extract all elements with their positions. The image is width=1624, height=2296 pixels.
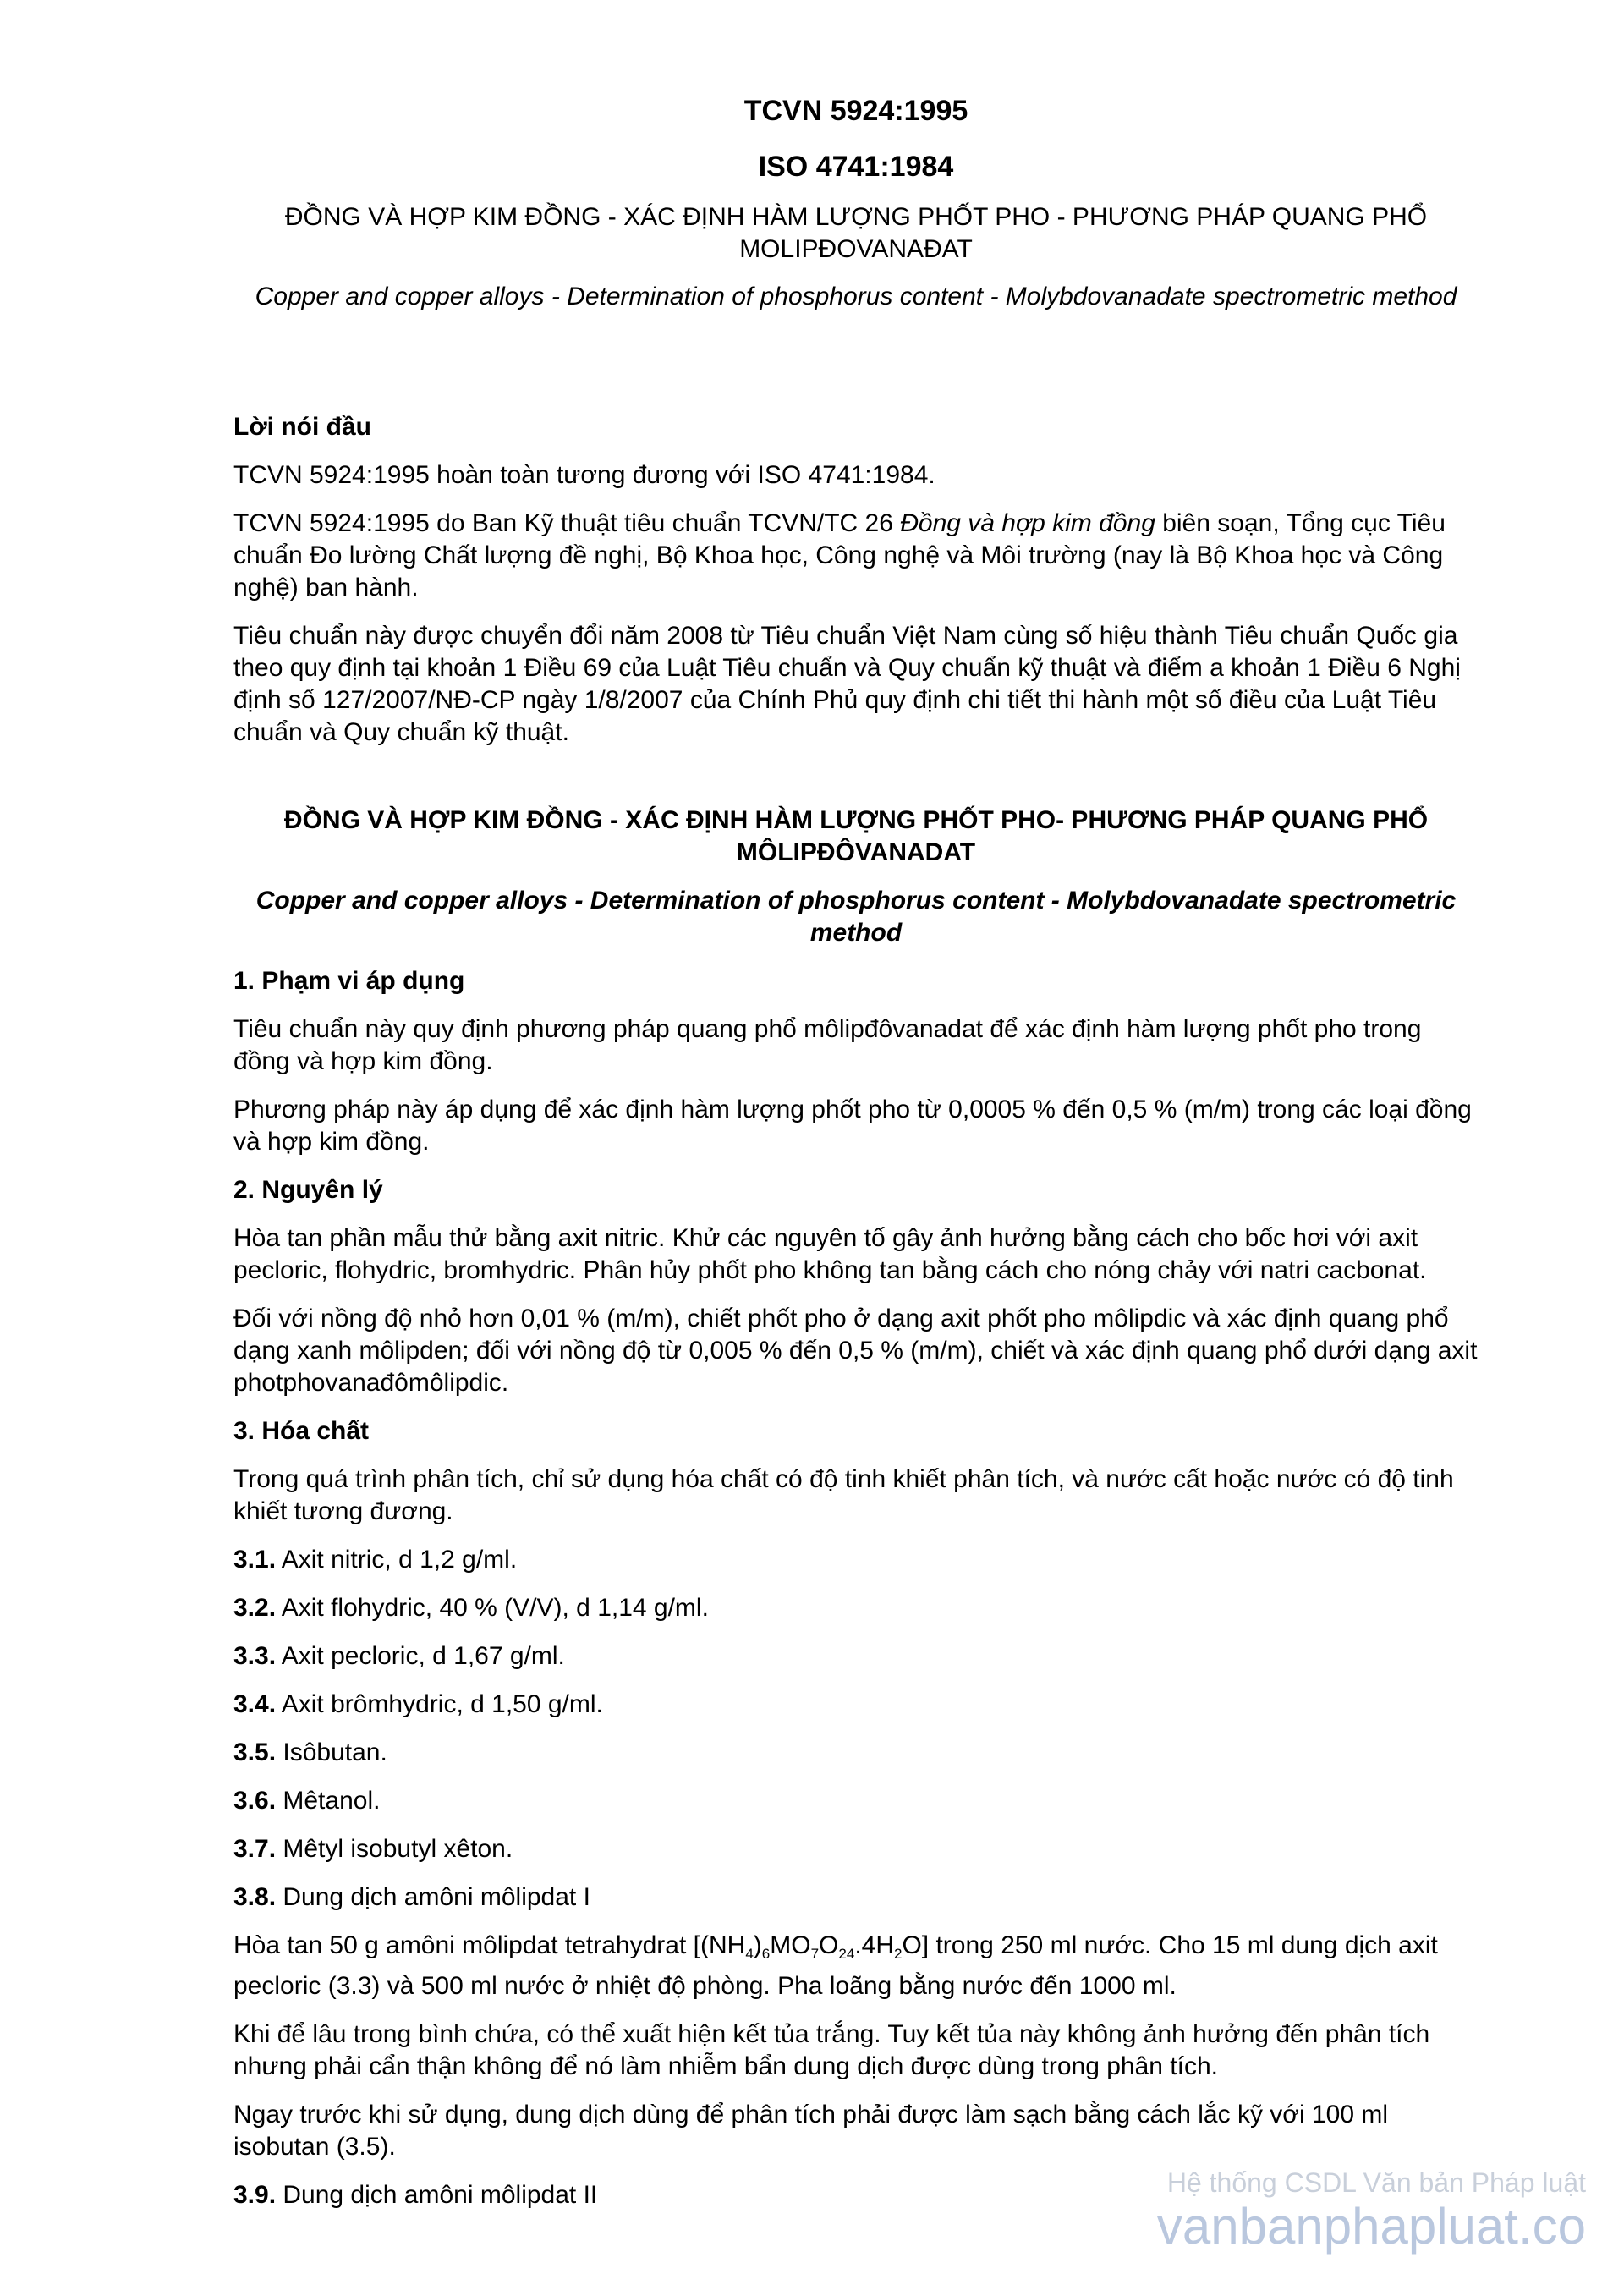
paragraph: Hòa tan phần mẫu thử bằng axit nitric. Khử các nguyên tố gây ảnh hưởng bằng cách cho bốc hơi với axit pecloric, flohydric, bromhydric. Phân hủy phốt pho không tan bằng cách cho nóng chảy với natri cacbonat. — [233, 1224, 1427, 1284]
document-title-vn: ĐỒNG VÀ HỢP KIM ĐỒNG - XÁC ĐỊNH HÀM LƯỢNG PHỐT PHO - PHƯƠNG PHÁP QUANG PHỔ MOLIPĐOVANAĐAT — [284, 203, 1428, 263]
reagent-item: 3.1. Axit nitric, d 1,2 g/ml. — [233, 1546, 518, 1574]
reagent-item: 3.9. Dung dịch amôni môlipdat II — [233, 2181, 598, 2209]
reagent-item: 3.5. Isôbutan. — [233, 1738, 387, 1766]
body-title-vn: ĐỒNG VÀ HỢP KIM ĐỒNG - XÁC ĐỊNH HÀM LƯỢNG PHỐT PHO- PHƯƠNG PHÁP QUANG PHỔ MÔLIPĐÔVANADAT — [283, 806, 1429, 866]
document-title-en: Copper and copper alloys - Determination of phosphorus content - Molybdovanadate spectrometric method — [255, 283, 1457, 310]
reagent-item: 3.8. Dung dịch amôni môlipdat I — [233, 1883, 590, 1911]
paragraph: Phương pháp này áp dụng để xác định hàm lượng phốt pho từ 0,0005 % đến 0,5 % (m/m) trong các loại đồng và hợp kim đồng. — [233, 1096, 1472, 1156]
section-heading-scope: 1. Phạm vi áp dụng — [233, 967, 465, 995]
foreword-section — [233, 411, 1479, 765]
foreword-heading: Lời nói đầu — [233, 413, 371, 441]
paragraph: Tiêu chuẩn này quy định phương pháp quang phổ môlipđôvanadat để xác định hàm lượng phốt pho trong đồng và hợp kim đồng. — [233, 1015, 1422, 1075]
watermark-line-1: Hệ thống CSDL Văn bản Pháp luật — [1166, 2167, 1586, 2198]
reagent-item: 3.2. Axit flohydric, 40 % (V/V), d 1,14 g/ml. — [233, 1594, 709, 1622]
reagent-item: 3.3. Axit pecloric, d 1,67 g/ml. — [233, 1642, 565, 1670]
watermark — [1157, 2166, 1586, 2254]
paragraph: Đối với nồng độ nhỏ hơn 0,01 % (m/m), chiết phốt pho ở dạng axit phốt pho môlipdic và xác định quang phổ dạng xanh môlipden; đối với nồng độ từ 0,005 % đến 0,5 % (m/m), chiết và xác định quang phổ dưới dạng axit photphovanađômôlipdic. — [233, 1305, 1478, 1397]
foreword-paragraph: TCVN 5924:1995 do Ban Kỹ thuật tiêu chuẩn TCVN/TC 26 Đồng và hợp kim đồng biên soạn, Tổng cục Tiêu chuẩn Đo lường Chất lượng đề nghị, Bộ Khoa học, Công nghệ và Môi trường (nay là Bộ Khoa học và Công nghệ) ban hành. — [233, 509, 1446, 601]
body-title-en: Copper and copper alloys - Determination of phosphorus content - Molybdovanadate spectrometric method — [255, 887, 1457, 947]
foreword-paragraph: Tiêu chuẩn này được chuyển đổi năm 2008 từ Tiêu chuẩn Việt Nam cùng số hiệu thành Tiêu chuẩn Quốc gia theo quy định tại khoản 1 Điều 69 của Luật Tiêu chuẩn và Quy chuẩn kỹ thuật và điểm a khoản 1 Điều 6 Nghị định số 127/2007/NĐ-CP ngày 1/8/2007 của Chính Phủ quy định chi tiết thi hành một số điều của Luật Tiêu chuẩn và Quy chuẩn kỹ thuật. — [233, 622, 1461, 746]
paragraph: Hòa tan 50 g amôni môlipdat tetrahydrat $[(NH_4)_6MO_7O_{24}.4H_2O]$ trong 250 ml nước. Cho 15 ml dung dịch axit pecloric (3.3) và 500 ml nước ở nhiệt độ phòng. Pha loãng bằng nước đến 1000 ml. — [233, 1931, 1438, 2000]
reagent-item: 3.6. Mêtanol. — [233, 1787, 381, 1815]
paragraph: Khi để lâu trong bình chứa, có thể xuất hiện kết tủa trắng. Tuy kết tủa này không ảnh hưởng đến phân tích nhưng phải cẩn thận không để nó làm nhiễm bẩn dung dịch được dùng trong phân tích. — [233, 2020, 1430, 2080]
body-section — [233, 805, 1479, 2227]
standard-code-iso: ISO 4741:1984 — [758, 151, 954, 183]
reagent-item: 3.4. Axit brômhydric, d 1,50 g/ml. — [233, 1690, 603, 1718]
standard-code-tcvn: TCVN 5924:1995 — [743, 95, 968, 127]
reagent-item: 3.7. Mêtyl isobutyl xêton. — [233, 1835, 513, 1863]
watermark-line-2: vanbanphapluat.co — [1156, 2198, 1586, 2255]
paragraph: Ngay trước khi sử dụng, dung dịch dùng để phân tích phải được làm sạch bằng cách lắc kỹ với 100 ml isobutan (3.5). — [233, 2101, 1388, 2161]
section-heading-reagents: 3. Hóa chất — [233, 1417, 370, 1445]
foreword-paragraph: TCVN 5924:1995 hoàn toàn tương đương với ISO 4741:1984. — [233, 461, 935, 489]
paragraph: Trong quá trình phân tích, chỉ sử dụng hóa chất có độ tinh khiết phân tích, và nước cất hoặc nước có độ tinh khiết tương đương. — [233, 1465, 1454, 1525]
section-heading-principle: 2. Nguyên lý — [233, 1176, 383, 1204]
